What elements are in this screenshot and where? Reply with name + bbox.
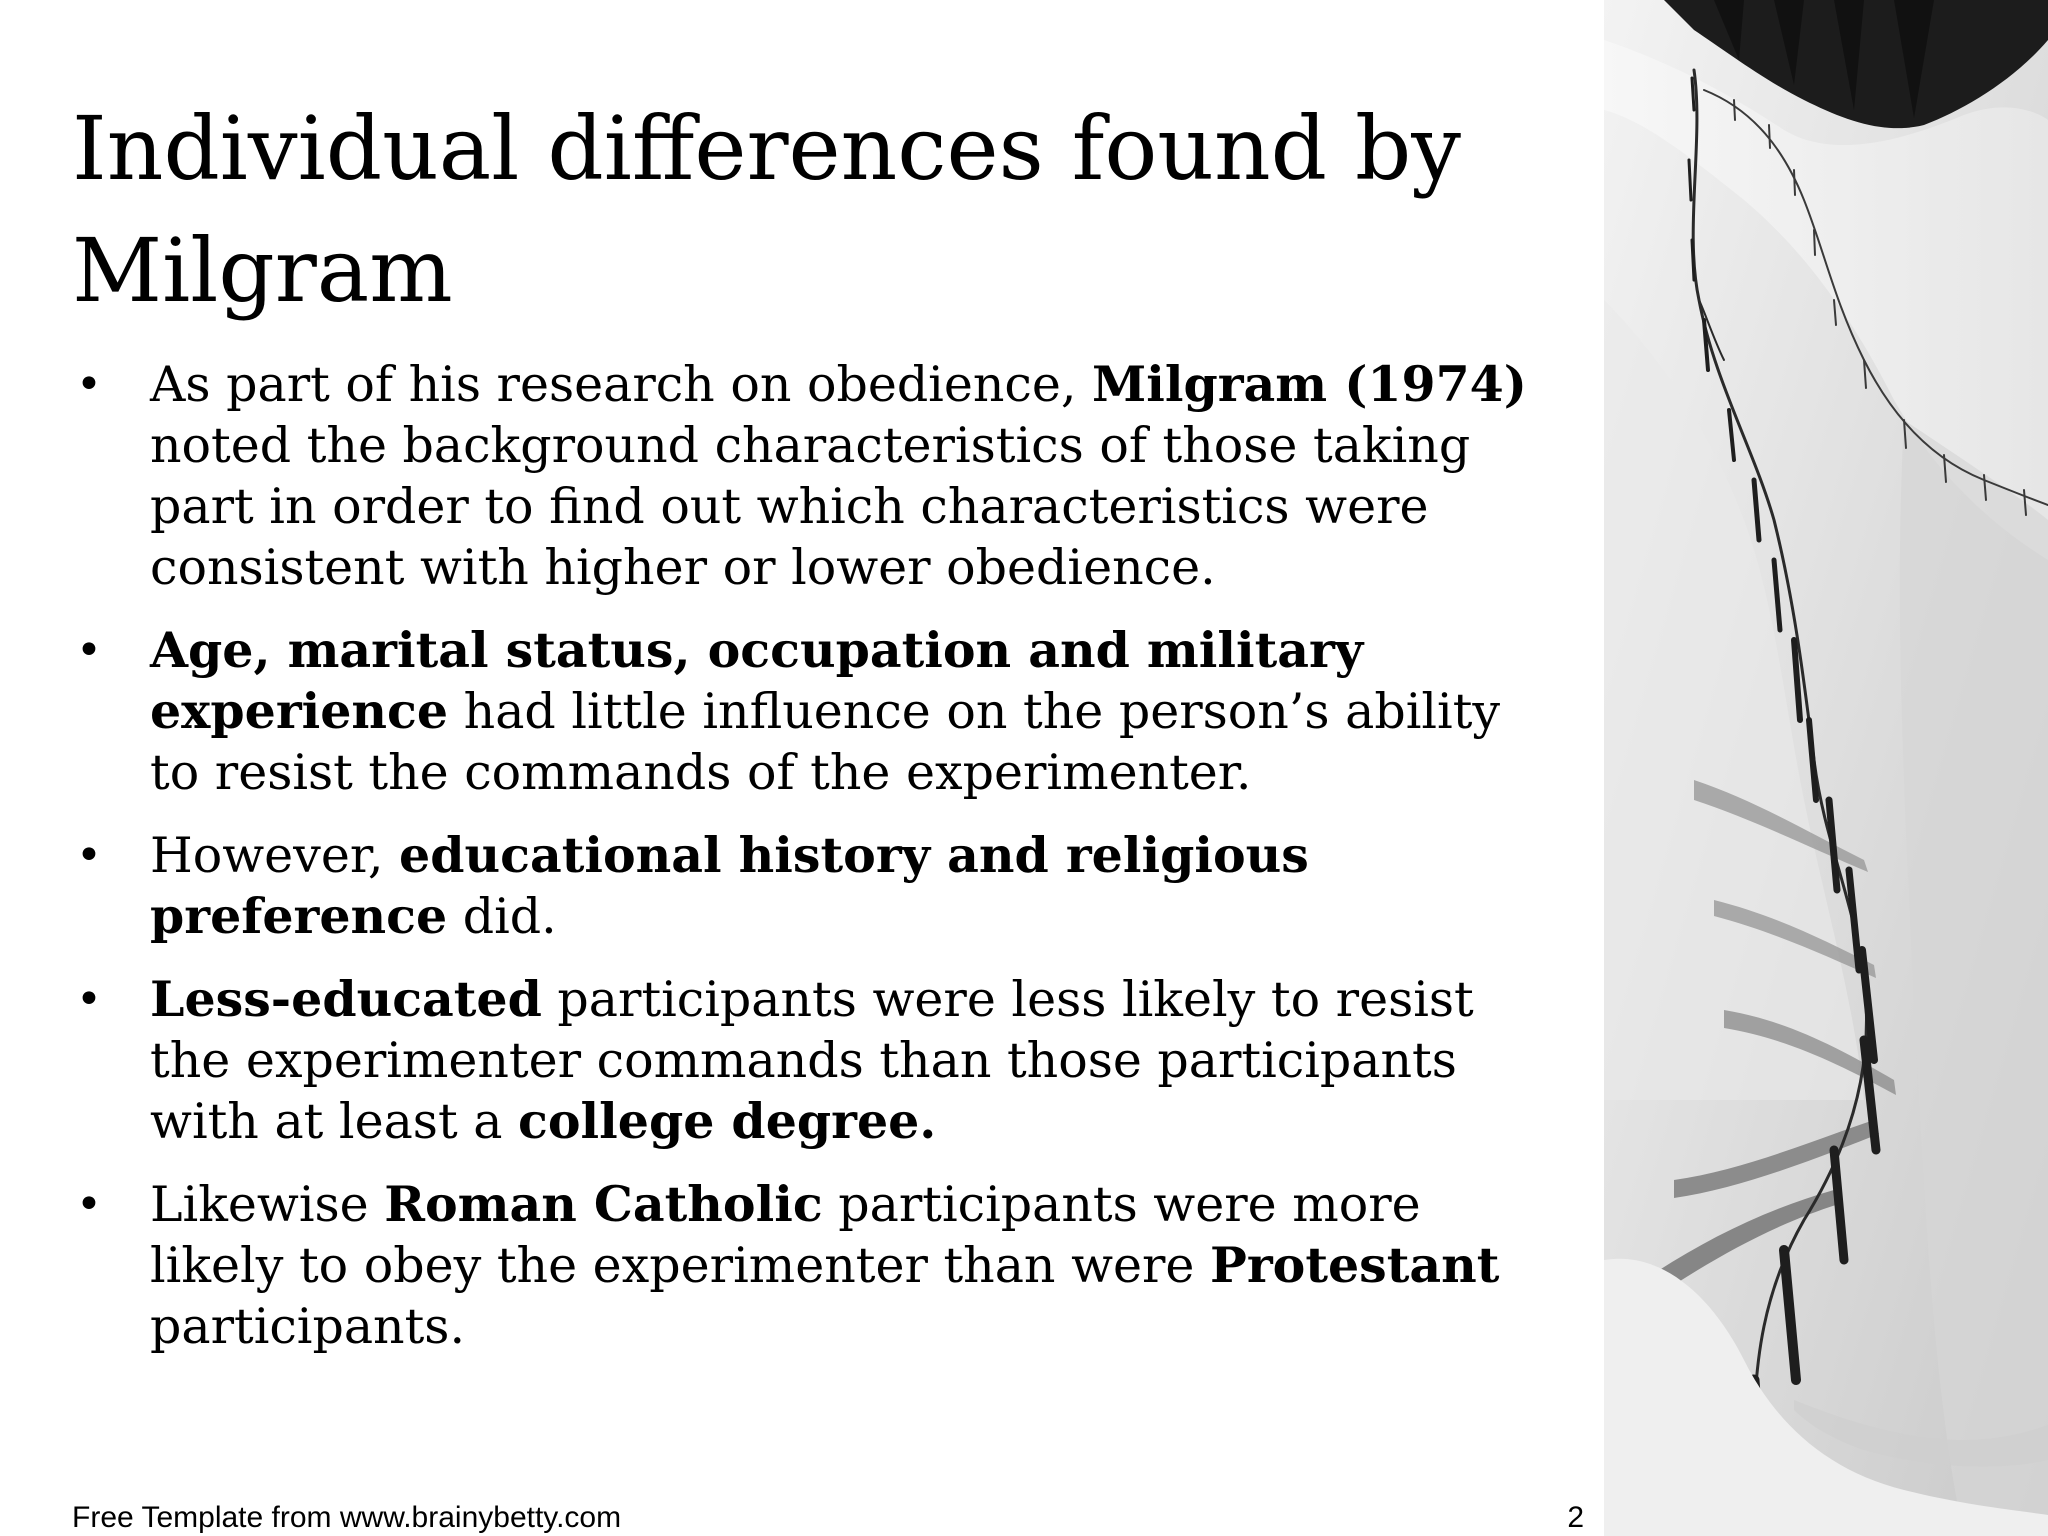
bullet-text-part: Likewise	[150, 1176, 385, 1233]
bullet-text-bold: Protestant	[1210, 1236, 1500, 1294]
bullet-item	[72, 969, 1552, 1152]
bullet-text	[150, 827, 1309, 945]
page-number: 2	[1567, 1501, 1584, 1534]
slide-title: Individual differences found by Milgram	[72, 97, 1462, 322]
bullet-text-bold: Roman Catholic	[384, 1175, 823, 1233]
bullet-item	[72, 825, 1552, 947]
snowy-fence-photo-icon	[1604, 0, 2048, 1536]
bullet-text-bold: Less-educated	[150, 970, 542, 1028]
bullet-text	[150, 971, 1474, 1150]
bullet-text-part: participants were less likely to resist the experimenter commands than those participants with at least a	[150, 971, 1474, 1150]
bullet-list	[72, 354, 1552, 1379]
bullet-dot-icon: •	[76, 359, 102, 410]
bullet-dot-icon: •	[76, 1179, 102, 1230]
bullet-text-part: had little influence on the person’s ability to resist the commands of the experimenter.	[150, 683, 1501, 801]
bullet-text-bold: Milgram (1974)	[1092, 355, 1527, 413]
footer-text: Free Template from www.brainybetty.com	[72, 1501, 622, 1534]
bullet-text-part: did.	[447, 888, 557, 945]
bullet-text-bold: Age, marital status, occupation and military experience	[150, 621, 1364, 740]
bullet-text-bold: college degree.	[518, 1092, 937, 1150]
bullet-text-part: However,	[150, 827, 400, 884]
bullet-dot-icon: •	[76, 830, 102, 881]
bullet-text-part: noted the background characteristics of those taking part in order to find out which characteristics were consistent with higher or lower obedience.	[150, 417, 1471, 596]
bullet-text	[150, 1176, 1499, 1355]
bullet-text-part: participants were more likely to obey the experimenter than were	[150, 1176, 1421, 1294]
bullet-item	[72, 1174, 1552, 1357]
bullet-text-part: As part of his research on obedience,	[150, 356, 1093, 413]
bullet-text-bold: educational history and religious preference	[150, 826, 1309, 945]
bullet-item	[72, 620, 1552, 803]
bullet-dot-icon: •	[76, 974, 102, 1025]
bullet-text	[150, 356, 1527, 596]
bullet-text-part: participants.	[150, 1298, 466, 1355]
bullet-dot-icon: •	[76, 625, 102, 676]
bullet-item	[72, 354, 1552, 598]
bullet-text	[150, 622, 1500, 801]
